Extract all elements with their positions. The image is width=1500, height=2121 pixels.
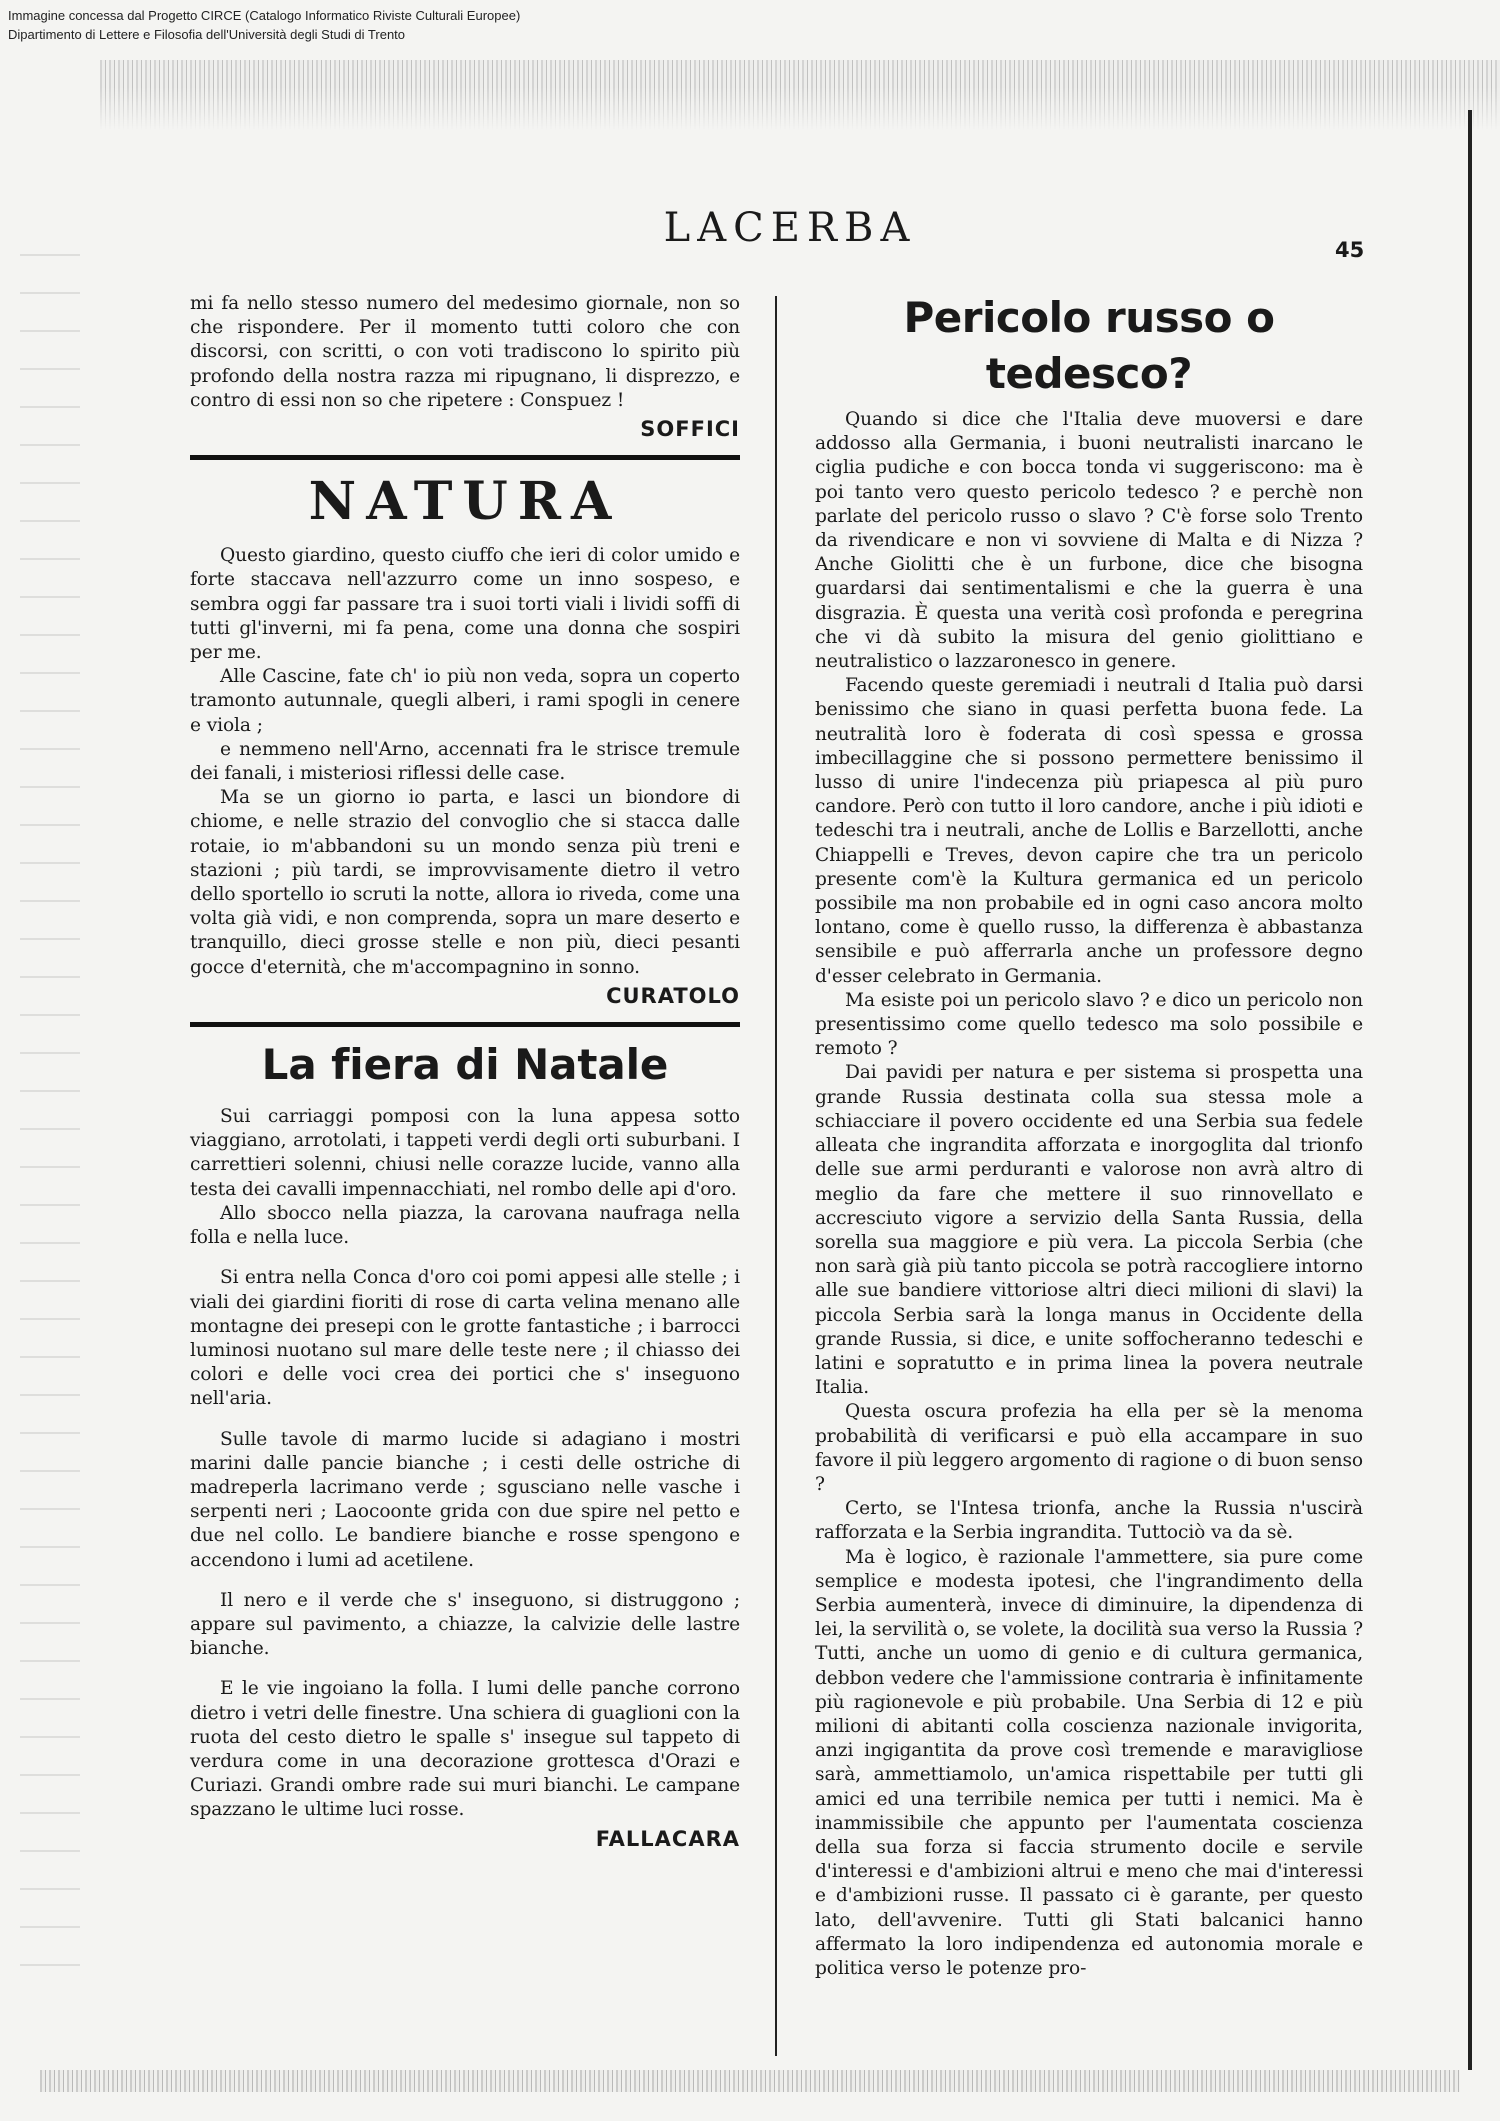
pericolo-paragraph: Dai pavidi per natura e per sistema si prospetta una grande Russia destinata colla sua stessa mole a schiacciare il povero occidente ed una Serbia sua fedele alleata che ingrandita afforzata e inorgoglita dal trionfo delle sue armi perduranti e valorose non avrà altro di meglio da fare che mettere il suo rinnovellato e accresciuto vigore a servizio della Santa Russia, della sorella sua maggiore e più vera. La piccola Serbia (che non sarà già più tanto piccola se potrà raccogliere intorno alle sue bandiere vittoriose altri dieci milioni di slavi) la piccola Serbia sarà la longa manus in Occidente della grande Russia, si dice, e unite soffocheranno tedeschi e latini e sopratutto e in prima linea la povera neutrale Italia. [815,1062,1363,1399]
natura-paragraph: e nemmeno nell'Arno, accennati fra le strisce tremule dei fanali, i misteriosi riflessi delle case. [190,738,740,785]
pericolo-paragraph: Questa oscura profezia ha ella per sè la menoma probabilità di verificarsi e può ella accampare in suo favore il più leggero argomento di ragione o di buon senso ? [815,1401,1363,1495]
right-column [815,292,1363,1981]
article-title-pericolo: Pericolo russo o tedesco? [903,293,1275,398]
section-rule [190,455,740,460]
soffici-text: mi fa nello stesso numero del medesimo giornale, non so che rispondere. Per il momento tutti coloro che con discorsi, con scritti, o con voti tradiscono lo spirito più profondo della nostra razza mi ripugnano, li disprezzo, e contro di essi non so che ripetere : Conspuez ! [190,293,740,411]
fiera-paragraph: E le vie ingoiano la folla. I lumi delle panche corrono dietro i vetri delle finestre. Una schiera di guaglioni con la ruota del cesto dietro le spalle s' insegue sul tappeto di verdura come in una decorazione grottesca d'Orazi e Curiazi. Grandi ombre rade sui muri bianchi. Le campane spazzano le ultime luci rosse. [190,1678,740,1821]
fiera-paragraph: Si entra nella Conca d'oro coi pomi appesi alle stelle ; i viali dei giardini fioriti di rose di carta velina menano alle montagne dei presepi con le grotte fantastiche ; i barrocci luminosi nuotano sul mare delle teste nere ; il chiasso dei colori e delle voci crea dei portici che s' inseguono nell'aria. [190,1267,740,1410]
scan-edge-top [100,60,1500,130]
fiera-paragraph: Sulle tavole di marmo lucide si adagiano i mostri marini dalle pancie bianche ; i cesti delle ostriche di madreperla lacrimano verde ; sgusciano nelle vasche i serpenti neri ; Laocoonte grida con due spire nel petto e due nel collo. Le bandiere bianche e rosse spengono e accendono i lumi ad acetilene. [190,1428,740,1571]
fiera-paragraph: Allo sbocco nella piazza, la carovana naufraga nella folla e nella luce. [190,1202,740,1249]
credit-line-1: Immagine concessa dal Progetto CIRCE (Catalogo Informatico Riviste Culturali Europee) [8,8,521,23]
pericolo-paragraph: Certo, se l'Intesa trionfa, anche la Russia n'uscirà rafforzata e la Serbia ingrandita. Tuttociò va da sè. [815,1498,1363,1544]
fiera-paragraph: Sui carriaggi pomposi con la luna appesa sotto viaggiano, arrotolati, i tappeti verdi degli orti suburbani. I carrettieri solenni, chiusi nelle corazze lucide, vanno alla testa dei cavalli impennacchiati, nel rombo delle api d'oro. [190,1106,740,1200]
article-title-natura: NATURA [308,471,622,533]
section-rule [190,1022,740,1027]
article-title-fiera: La fiera di Natale [261,1040,669,1090]
fiera-paragraph: Il nero e il verde che s' inseguono, si distruggono ; appare sul pavimento, a chiazze, la calvizie delle lastre bianche. [190,1589,740,1660]
pericolo-paragraph: Ma è logico, è razionale l'ammettere, sia pure come semplice e modesta ipotesi, che l'ingrandimento della Serbia aumenterà, invece di diminuire, la dipendenza di lei, la servilità o, se volete, la docilità sua verso la Russia ? Tutti, anche un uomo di genio e di cultura germanica, debbon vedere che l'ammissione contraria è infinitamente più ragionevole e più probabile. Una Serbia di 12 e più milioni di abitanti colla coscienza nazionale invigorita, anzi ingigantita da prove così tremende e maravigliose sarà, ammettiamolo, un'amica rispettabile per tutti gli amici ed una terribile nemica per tutti i nemici. Ma è inammissibile che appunto per l'aumentata coscienza della sua forza si faccia strumento docile e servile d'interessi e d'ambizioni altrui e meno che mai d'interessi e d'ambizioni russe. Il passato ci è garante, per questo lato, dell'avvenire. Tutti gli Stati balcanici hanno affermato la loro indipendenza ed autonomia morale e politica verso le potenze pro- [815,1546,1363,1979]
masthead: LACERBA [663,205,917,251]
column-divider [775,296,777,2056]
scan-edge-left [20,240,80,2000]
pericolo-paragraph: Ma esiste poi un pericolo slavo ? e dico un pericolo non presentissimo come quello tedesco ma solo possibile e remoto ? [815,989,1363,1060]
image-credit [8,6,520,44]
left-column [190,292,740,1851]
natura-paragraph: Questo giardino, questo ciuffo che ieri di color umido e forte staccava nell'azzurro come un inno sospeso, e sembra oggi far passare tra i suoi torti viali i lividi soffi di tutti gl'inverni, mi fa pena, come una donna che sospiri per me. [190,545,740,664]
credit-line-2: Dipartimento di Lettere e Filosofia dell'Università degli Studi di Trento [8,27,406,42]
signature-soffici: SOFFICI [640,417,740,442]
scan-edge-bottom [40,2070,1460,2092]
natura-paragraph: Ma se un giorno io parta, e lasci un biondore di chiome, e nelle strazio del convoglio che si stacca dalle rotaie, io m'abbandoni su un mondo senza più treni e stazioni ; più tardi, se improvvisamente dietro il vetro dello sportello io scruti la notte, allora io riveda, come una volta già vidi, e non comprenda, sopra un mare deserto e tranquillo, dieci grosse stelle e non più, dieci pesanti gocce d'eternità, che m'accompagnino in sonno. [190,787,740,978]
pericolo-paragraph: Quando si dice che l'Italia deve muoversi e dare addosso alla Germania, i buoni neutralisti inarcano le ciglia pudiche e con bocca tonda vi suggeriscono: ma è poi tanto vero questo pericolo tedesco ? e perchè non parlate del pericolo russo o slavo ? C'è forse solo Trento da rivendicare e non vi sovviene di Malta e di Nizza ? Anche Giolitti che è un furbone, dice che bisogna guardarsi dai sentimentalismi e che la guerra è una disgrazia. È questa una verità così profonda e peregrina che vi dà subito la misura del genio giolittiano e neutralistico o lazzaronesco in genere. [815,409,1363,673]
signature-fallacara: FALLACARA [595,1826,740,1851]
page-spine-edge [1468,110,1472,2070]
signature-curatolo: CURATOLO [606,983,740,1008]
pericolo-paragraph: Facendo queste geremiadi i neutrali d Italia può darsi benissimo che siano in quasi perfetta buona fede. La neutralità loro è foderata di così spessa e grossa imbecillaggine che si possono permettere benissimo il lusso di unire l'indecenza più priapesca al più puro candore. Però con tutto il loro candore, anche i più idioti e tedeschi tra i neutrali, anche de Lollis e Barzellotti, anche Chiappelli e Treves, devon capire che tra un pericolo presente com'è la Kultura germanica ed un pericolo possibile ma non probabile ed in ogni caso ancora molto lontano, come è quello russo, la differenza è abbastanza sensibile e può afferrarla anche un professore degno d'esser celebrato in Germania. [815,675,1363,987]
page-number: 45 [1335,238,1365,262]
natura-paragraph: Alle Cascine, fate ch' io più non veda, sopra un coperto tramonto autunnale, quegli alberi, i rami spogli in cenere e viola ; [190,666,740,736]
